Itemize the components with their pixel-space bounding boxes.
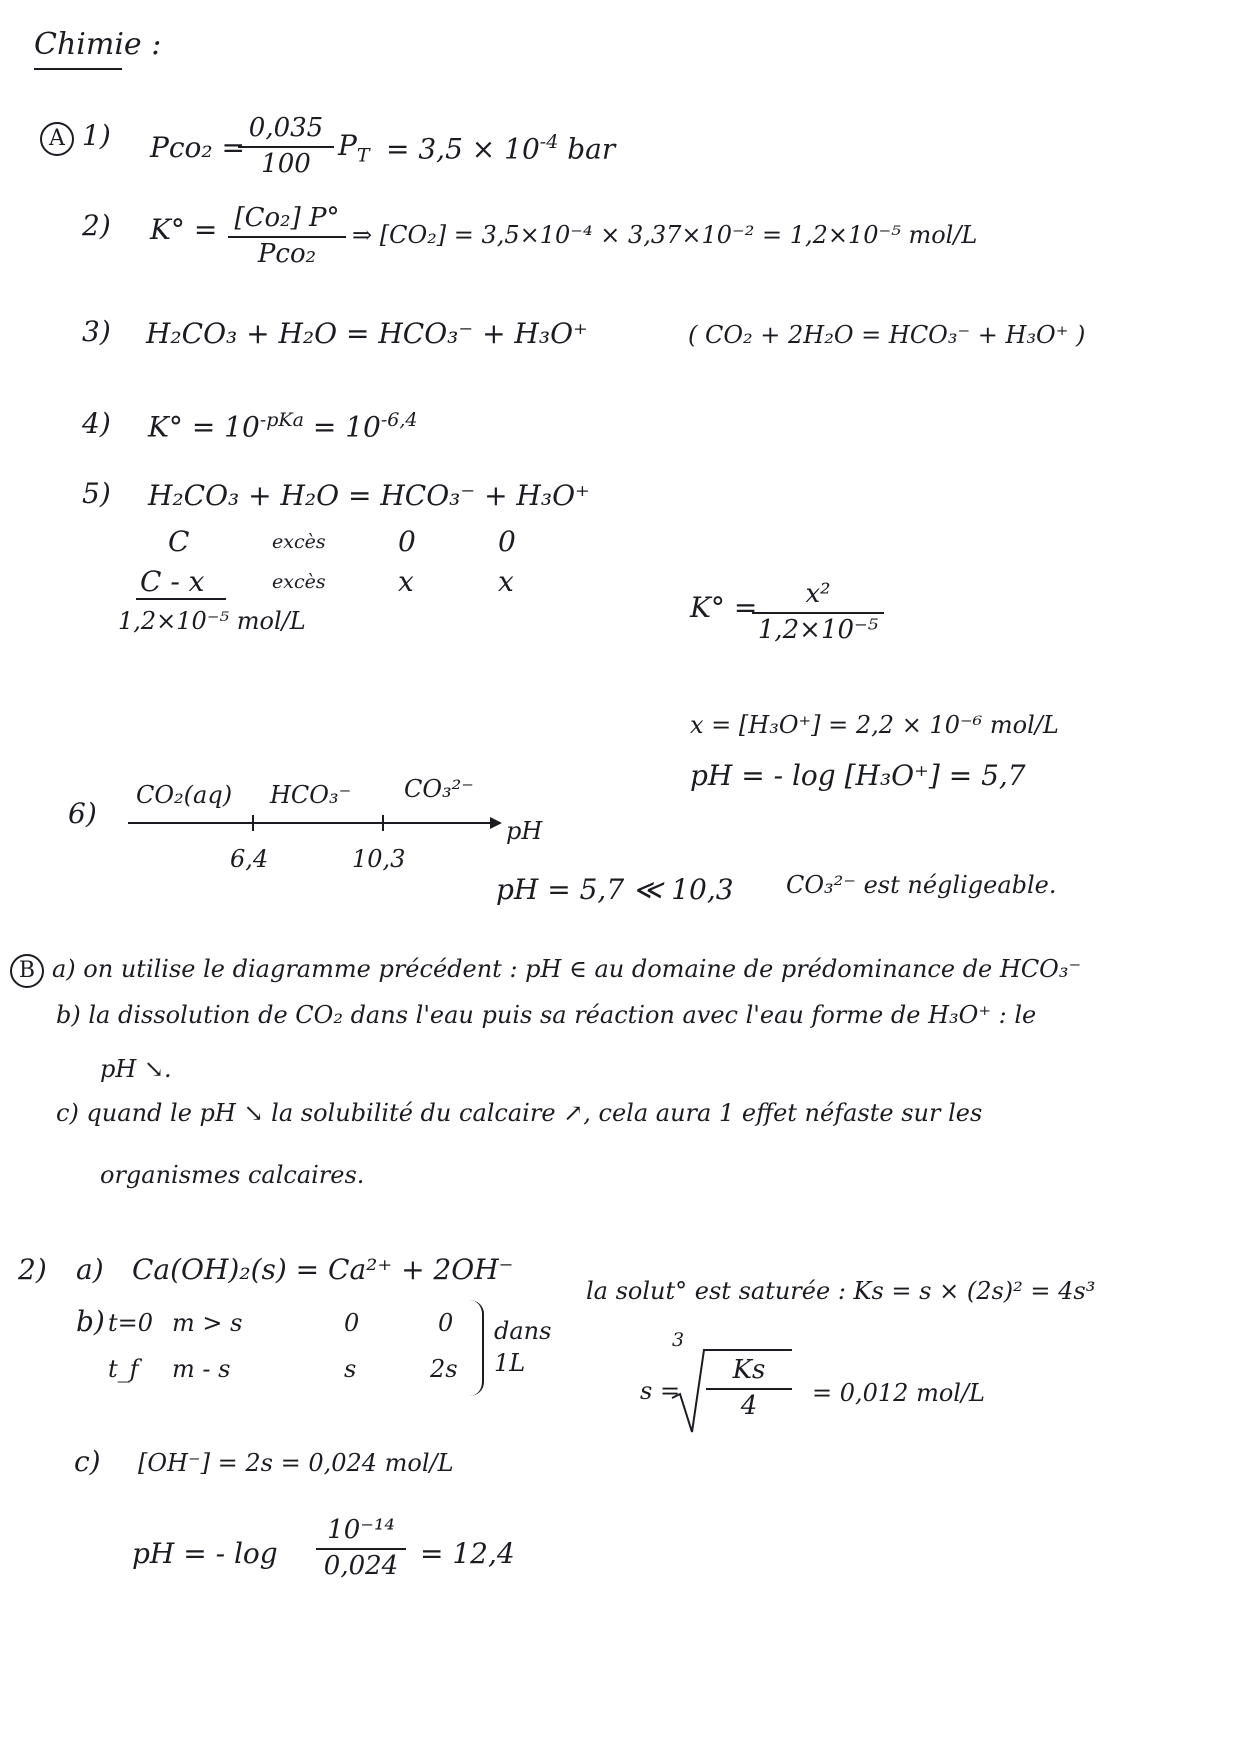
q1-p-sub: T xyxy=(356,144,370,167)
q5-number: 5) xyxy=(82,477,111,510)
q5-row1-excess: excès xyxy=(272,531,326,553)
part-b-line-a xyxy=(10,954,1081,988)
page-title: Chimie : xyxy=(34,27,162,62)
q5-equation: H₂CO₃ + H₂O = HCO₃⁻ + H₃O⁺ xyxy=(148,479,590,512)
b-s-fraction xyxy=(706,1356,792,1422)
q2-result: ⇒ [CO₂] = 3,5×10⁻⁴ × 3,37×10⁻² = 1,2×10⁻⁵ mol/L xyxy=(352,221,978,249)
q1-result-exp: -4 xyxy=(539,131,559,153)
b-row1-ca: 0 xyxy=(344,1309,360,1337)
b-s-lhs: s = xyxy=(640,1377,681,1405)
c-ph-den: 0,024 xyxy=(323,1550,399,1581)
q4-eq: K° = 10 xyxy=(148,410,260,444)
b-row2-ca: s xyxy=(344,1355,357,1383)
q1-frac-den: 100 xyxy=(261,148,311,179)
q2-number: 2) xyxy=(82,209,111,242)
q6-number: 6) xyxy=(68,797,97,830)
ph-axis-label: pH xyxy=(506,817,543,845)
q1-p: P xyxy=(338,129,357,162)
b-row1-m: m > s xyxy=(172,1309,243,1337)
q4-eq2: = 10 xyxy=(312,410,381,444)
q5-row1-hco3: 0 xyxy=(398,525,416,558)
part2-a-equation: Ca(OH)₂(s) = Ca²⁺ + 2OH⁻ xyxy=(132,1253,514,1286)
brace-note-2: 1L xyxy=(494,1349,526,1377)
part-a-q1 xyxy=(40,120,111,156)
part-b-c2: organismes calcaires. xyxy=(100,1161,365,1189)
q1-number: 1) xyxy=(82,119,111,152)
title-underline xyxy=(34,68,122,70)
b-saturated: la solut° est saturée : Ks = s × (2s)² = 4s³ xyxy=(586,1277,1096,1305)
b-s-num: Ks xyxy=(732,1355,766,1385)
part2-a-label: a) xyxy=(76,1253,104,1286)
part-a-label: A xyxy=(40,122,74,156)
q5-row2-excess: excès xyxy=(272,571,326,593)
q6-conclusion-text: CO₃²⁻ est négligeable. xyxy=(786,871,1057,899)
q5-row2-h3o: x xyxy=(498,565,514,598)
q5-row1-c: C xyxy=(168,525,190,558)
q3-equation: H₂CO₃ + H₂O = HCO₃⁻ + H₃O⁺ xyxy=(146,317,588,350)
c-ph-result: = 12,4 xyxy=(420,1537,515,1570)
q5-underline xyxy=(136,598,226,600)
part-b-b2: pH ↘. xyxy=(100,1055,172,1083)
q4-number: 4) xyxy=(82,407,111,440)
b-row1-oh: 0 xyxy=(438,1309,454,1337)
q2-frac-den: Pco₂ xyxy=(257,238,317,269)
part2-c-label: c) xyxy=(74,1445,101,1478)
q1-pt xyxy=(338,130,370,167)
c-oh: [OH⁻] = 2s = 0,024 mol/L xyxy=(138,1449,454,1477)
ph-tick-label-1: 6,4 xyxy=(230,845,269,873)
b-root-index: 3 xyxy=(672,1329,685,1351)
q4-equation xyxy=(148,410,417,444)
q1-result xyxy=(386,132,615,166)
volume-brace xyxy=(470,1300,484,1396)
q2-fraction xyxy=(228,204,346,270)
b-row1-t: t=0 xyxy=(108,1309,154,1337)
c-ph-lhs: pH = - log xyxy=(132,1537,278,1570)
q1-unit: bar xyxy=(567,132,616,166)
q1-lhs: Pco₂ = xyxy=(150,131,245,164)
q5-k-num: x² xyxy=(805,579,831,609)
q3-number: 3) xyxy=(82,315,111,348)
ph-tick-2 xyxy=(382,815,384,831)
part2-number: 2) xyxy=(18,1253,47,1286)
q5-c-value: 1,2×10⁻⁵ mol/L xyxy=(118,607,306,635)
part-b-b1: b) la dissolution de CO₂ dans l'eau puis sa réaction avec l'eau forme de H₃O⁺ : le xyxy=(56,1001,1037,1029)
part-b-label: B xyxy=(10,954,44,988)
part-b-c1: c) quand le pH ↘ la solubilité du calcaire ↗, cela aura 1 effet néfaste sur les xyxy=(56,1099,983,1127)
c-ph-num: 10⁻¹⁴ xyxy=(327,1515,395,1545)
q5-k-den: 1,2×10⁻⁵ xyxy=(757,614,879,645)
ph-axis-arrow-icon xyxy=(490,817,502,829)
q5-row1-h3o: 0 xyxy=(498,525,516,558)
q6-species-hco3: HCO₃⁻ xyxy=(270,781,352,809)
part2-b-label: b) xyxy=(76,1305,105,1338)
c-ph-fraction xyxy=(316,1516,406,1582)
brace-note-1: dans xyxy=(494,1317,552,1345)
q1-fraction xyxy=(238,114,334,180)
q3-alt-equation: ( CO₂ + 2H₂O = HCO₃⁻ + H₃O⁺ ) xyxy=(688,321,1086,349)
q6-species-co3: CO₃²⁻ xyxy=(404,775,474,803)
q6-species-co2: CO₂(aq) xyxy=(136,781,233,809)
part-b-a: a) on utilise le diagramme précédent : pH ∈ au domaine de prédominance de HCO₃⁻ xyxy=(52,955,1082,983)
q5-row2-hco3: x xyxy=(398,565,414,598)
q6-conclusion-ph: pH = 5,7 ≪ 10,3 xyxy=(496,873,734,906)
b-row2-t: t_f xyxy=(108,1355,139,1383)
q2-lhs: K° = xyxy=(150,213,218,246)
q1-frac-num: 0,035 xyxy=(248,113,324,143)
b-s-den: 4 xyxy=(740,1390,758,1421)
b-s-result: = 0,012 mol/L xyxy=(812,1379,985,1407)
q5-x-result: x = [H₃O⁺] = 2,2 × 10⁻⁶ mol/L xyxy=(690,711,1059,739)
q1-result-value: = 3,5 × 10 xyxy=(386,132,540,166)
ph-axis-line xyxy=(128,822,492,824)
q4-exp2: -6,4 xyxy=(380,409,418,431)
q4-exp: -pKa xyxy=(259,409,304,431)
q5-k-fraction xyxy=(752,580,884,646)
q5-row2-c: C - x xyxy=(140,565,205,598)
b-row2-oh: 2s xyxy=(430,1355,458,1383)
q2-frac-num: [Co₂] P° xyxy=(234,203,340,233)
q5-k-lhs: K° = xyxy=(690,591,758,624)
b-row2-m: m - s xyxy=(172,1355,231,1383)
q5-ph-result: pH = - log [H₃O⁺] = 5,7 xyxy=(690,759,1026,792)
ph-tick-1 xyxy=(252,815,254,831)
ph-tick-label-2: 10,3 xyxy=(352,845,406,873)
